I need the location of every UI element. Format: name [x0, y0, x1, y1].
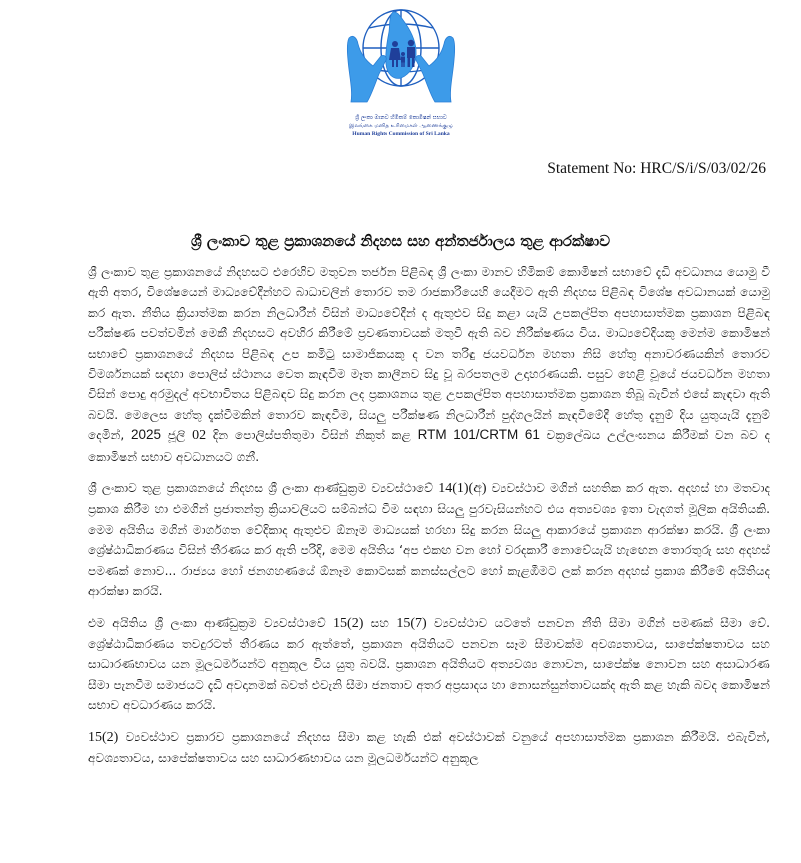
hrcsl-logo [330, 4, 472, 138]
paragraph-text: ශ්‍රී ලංකාව තුළ ප්‍රකාශනයේ නිදහසට එරෙහිව මතුවන තර්ජන පිළිබඳ ශ්‍රී ලංකා මානව හිමිකම් කොමිෂන් සභාවේ දැඩි අවධානය යොමු වී ඇති අතර, විශේෂයෙන් මාධ්‍යවේදීන්හට බාධාවලින් තොරව තම රාජකාරියෙහි යෙදීමට ඇති නිදහස පිළිබඳ විශේෂ අවධානයක් යොමු කර ඇත. නීතිය ක්‍රියාත්මක කරන නිලධාරීන් විසින් මාධ්‍යවේදීන් ද ඇතුළුව සිදු කළා යැයි උපකල්පිත අපහාසාත්මක ප්‍රකාශන පිළිබඳ පරීක්ෂණ පවත්වමින් මෙකී නිදහසට අවහිර කිරීමේ ප්‍රවණතාවයක් මතුවී ඇති බව නිරීක්ෂණය විය. මාධ්‍යවේදියකු මෙන්ම කොමිෂන් සභාවේ ප්‍රකාශනයේ නිදහස පිළිබඳ උප කමිටු සාමාජිකයකු ද වන තරිඳු ජයවර්ධන මහතා නිසි හේතු අනාවරණයකින් තොරව විමර්ශනයක් සඳහා පොලිස් ස්ථානය වෙත කැඳවීම මෑත කාලීනව සිදු වූ බරපතලම උදාහරණයකි. පසුව හෙළි වූයේ ජයවර්ධන මහතා විසින් පොදු අරමුදල් අවභාවිතය පිළිබඳව සිදු කරන ලද ප්‍රකාශනය තුළ උපකල්පිත අපහාසාත්මක ප්‍රකාශන තිබූ බැවින් එසේ කැඳවා ඇති බවයි. මෙලෙස හේතු දැක්වීමකින් තොරව කැඳවීම, සියලු පරීක්ෂණ නිලධාරීන් පුද්ගලයින් කැඳවීමේදී හේතු දැනුම් දිය යුතුයැයි දැනුම් දෙමින්, [88, 265, 770, 443]
paragraph-1 [88, 262, 770, 467]
paragraph-3 [88, 613, 770, 716]
logo-text-english: Human Rights Commission of Sri Lanka [352, 131, 450, 137]
reference-number: 2025 [131, 427, 162, 443]
reference-number: 15(2) [88, 729, 119, 745]
reference-number: 15(2) [333, 615, 364, 631]
paragraph-text: චක්‍රලේඛය උල්ලංඝනය කිරීමක් වන බව ද කොමිෂන් සභාව අවධානයට ගනී. [88, 428, 770, 464]
paragraph-text: දින පොලිස්පතිතුමා විසින් නිකුත් කළ [206, 428, 418, 443]
logo-text-tamil: இலங்கை மனித உரிமைகள் ஆணைக்குழு [349, 123, 453, 129]
document-title: ශ්‍රී ලංකාව තුළ ප්‍රකාශනයේ නිදහස සහ අන්තර්ජාලය තුළ ආරක්ෂාව [190, 232, 611, 250]
paragraph-text: ව්‍යවස්ථාව ප්‍රකාරව ප්‍රකාශනයේ නිදහස සීමා කළ හැකි එක් අවස්ථාවක් වනුයේ අපහාසාත්මක ප්‍රකාශන කිරීමයි. එබැවින්, අවශ්‍යතාවය, සාපේක්ෂතාවය සහ සාධාරණභාවය යන මූලධර්මයන්ට අනුකූල [88, 729, 770, 765]
statement-number: Statement No: HRC/S/i/S/03/02/26 [547, 160, 766, 177]
paragraph-text: ජූලි [161, 428, 193, 443]
paragraph-text: ශ්‍රී ලංකාව තුළ ප්‍රකාශනයේ නිදහස ශ්‍රී ලංකා ආණ්ඩුක්‍රම ව්‍යවස්ථාවේ [88, 481, 439, 496]
paragraph-text: එම අයිතිය ශ්‍රී ලංකා ආණ්ඩුක්‍රම ව්‍යවස්ථාවේ [88, 615, 334, 630]
paragraph-text: ව්‍යවස්ථාව යටතේ පනවන නීති සීමා මගින් පමණක් සීමා වේ. ශ්‍රේෂ්ඨාධිකරණය තවදුරටත් තීරණය කර ඇත්තේ, ප්‍රකාශන අයිතියට පනවන සෑම සීමාවක්ම අවශ්‍යතාවය, සාපේක්ෂතාවය සහ සාධාරණභාවය යන මූලධර්මයන්ට අනුකූල විය යුතු බවයි. ප්‍රකාශන අයිතියට අත්‍යවශ්‍ය නොවන, සාපේක්ෂ නොවන සහ අසාධාරණ සීමා පැනවීම සමාජයට දැඩි අවදානමක් බවත් එවැනි සීමා ජනතාව අතර අප්‍රසාදය හා නොසන්සුන්තාවයක්ද ඇති කළ හැකි බවද කොමිෂන් සභාව අවධාරණය කරයි. [88, 615, 770, 713]
document-body [88, 262, 770, 779]
reference-number: 14(1)(අ) [438, 481, 487, 497]
reference-number: 15(7) [396, 615, 427, 631]
paragraph-text: ව්‍යවස්ථාව මගින් සහතික කර ඇත. අදහස් හා මතවාද ප්‍රකාශ කිරීම හා එමගින් ප්‍රජාතන්ත්‍ර ක්‍රියාවලියට සම්බන්ධ වීම සඳහා සියලු පුරවැසියන්හට එය අත්‍යවශ්‍ය ඉතා වැදගත් මූලික අයිතියකි. මෙම අයිතිය මගින් මාර්ගගත වේදිකාද ඇතුළුව ඕනෑම මාධ්‍යයක් හරහා සිදු කරන සියලු ආකාරයේ ප්‍රකාශන ආරක්ෂා කරයි. ශ්‍රී ලංකා ශ්‍රේෂ්ඨාධිකරණය විසින් තීරණය කර ඇති පරිදි, මෙම අයිතිය ‘අප එකඟ වන හෝ වරදකාරී නොවේයැයි හැඟෙන තොරතුරු සහ අදහස් පමණක් නොව... රාජ්‍යය හෝ ජනගහණයේ ඕනෑම කොටසක් කනස්සල්ලට හෝ කැළඹීමට ලක් කරන අදහස් ප්‍රකාශ කිරීමේ අයිතියද ආරක්ෂා කරයි. [88, 481, 770, 599]
paragraph-4 [88, 727, 770, 769]
paragraph-2 [88, 478, 770, 601]
paragraph-text: සහ [363, 615, 397, 630]
hrcsl-emblem-icon [345, 4, 457, 104]
reference-number: RTM 101/CRTM 61 [417, 427, 540, 443]
logo-text-sinhala: ශ්‍රී ලංකා මානව හිමිකම් කොමිෂන් සභාව [355, 115, 447, 121]
reference-number: 02 [192, 428, 207, 444]
